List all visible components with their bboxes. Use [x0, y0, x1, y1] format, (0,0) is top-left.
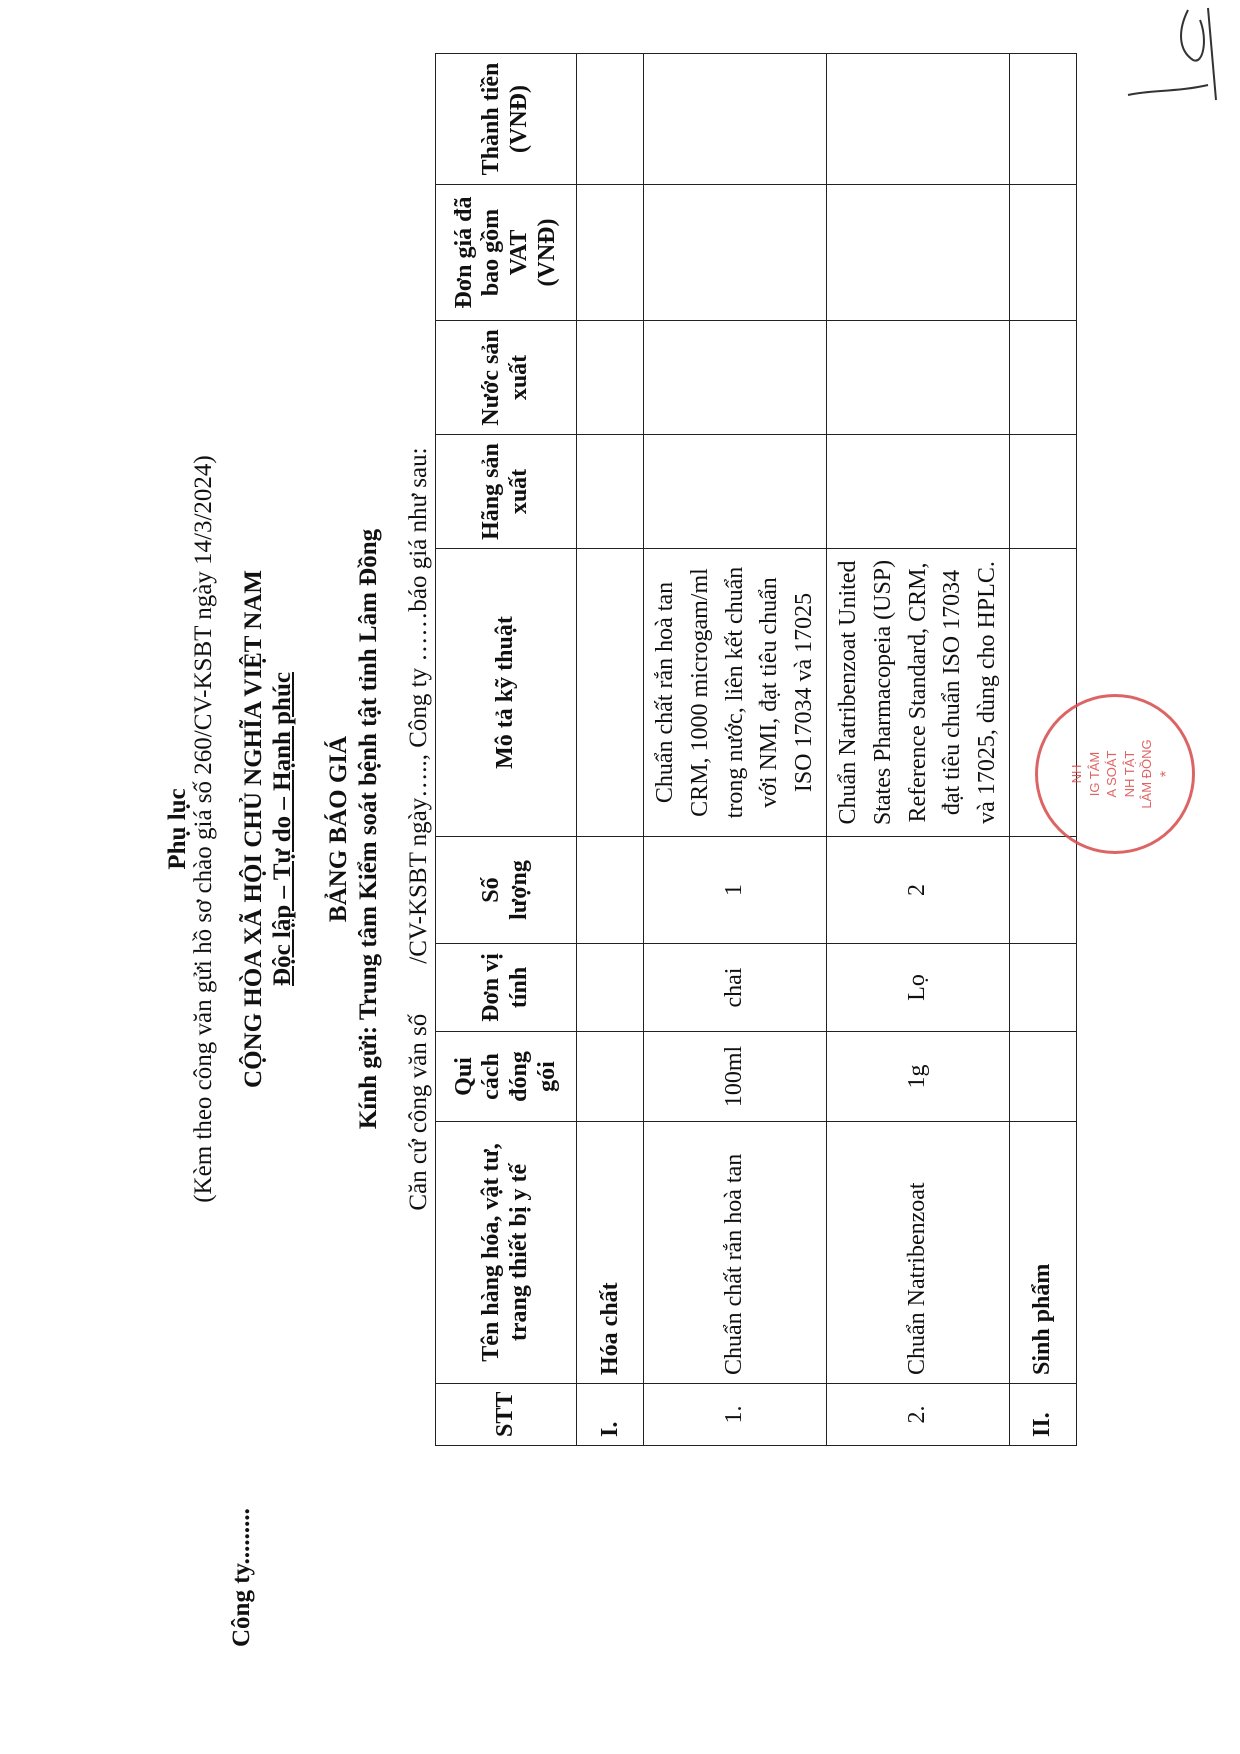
item-spec: Chuẩn Natribenzoat United States Pharmacopeia (USP) Reference Standard, CRM, đạt tiêu chuẩn ISO 17034 và 17025, dùng cho HPLC. — [826, 549, 1009, 837]
col-header-unit-price: Đơn giá đã bao gồm VAT (VNĐ) — [436, 185, 577, 321]
stamp-star: * — [1157, 770, 1175, 778]
col-header-unit: Đơn vị tính — [436, 944, 577, 1032]
empty-cell — [1009, 321, 1076, 435]
empty-cell — [1009, 1032, 1076, 1122]
attached-note: (Kèm theo công văn gửi hồ sơ chào giá số 260/CV-KSBT ngày 14/3/2024) — [190, 455, 217, 1203]
item-unit: Lọ — [826, 944, 1009, 1032]
item-unit: chai — [644, 944, 827, 1032]
empty-cell — [1009, 185, 1076, 321]
basis-line: Căn cứ công văn số /CV-KSBT ngày….., Công ty ……báo giá như sau: — [405, 447, 432, 1211]
table-row — [826, 54, 1009, 1446]
recipient-line: Kính gửi: Trung tâm Kiểm soát bệnh tật tỉnh Lâm Đồng — [355, 528, 382, 1130]
item-number: 2. — [826, 1384, 1009, 1446]
red-seal-stamp — [1035, 694, 1195, 854]
empty-cell — [577, 549, 644, 837]
col-header-quantity: Số lượng — [436, 837, 577, 944]
empty-cell — [577, 1032, 644, 1122]
empty-cell — [1009, 837, 1076, 944]
nation-name: CỘNG HÒA XÃ HỘI CHỦ NGHĨA VIỆT NAM — [240, 570, 267, 1088]
empty-cell — [577, 185, 644, 321]
document-title: BẢNG BÁO GIÁ — [325, 735, 352, 923]
item-total — [644, 54, 827, 185]
stamp-line: IG TÂM — [1086, 751, 1102, 797]
item-spec: Chuẩn chất rắn hoà tan CRM, 1000 microgam/ml trong nước, liên kết chuẩn với NMI, đạt tiêu chuẩn ISO 17034 và 17025 — [644, 549, 827, 837]
col-header-country: Nước sản xuất — [436, 321, 577, 435]
table-header-row — [436, 54, 577, 1446]
item-total — [826, 54, 1009, 185]
item-country — [644, 321, 827, 435]
table-row — [644, 54, 827, 1446]
quote-table — [435, 53, 1077, 1446]
motto-text: Độc lập – Tự do – Hạnh phúc — [269, 672, 296, 986]
empty-cell — [1009, 435, 1076, 549]
item-packaging: 1g — [826, 1032, 1009, 1122]
item-unit-price — [644, 185, 827, 321]
col-header-manufacturer: Hãng sản xuất — [436, 435, 577, 549]
stamp-line: NH TẬT — [1121, 750, 1137, 798]
empty-cell — [577, 321, 644, 435]
empty-cell — [577, 54, 644, 185]
section-title: Hóa chất — [577, 1122, 644, 1384]
col-header-packaging: Qui cách đóng gói — [436, 1032, 577, 1122]
section-number: II. — [1009, 1384, 1076, 1446]
item-manufacturer — [644, 435, 827, 549]
item-unit-price — [826, 185, 1009, 321]
empty-cell — [1009, 54, 1076, 185]
appendix-title: Phụ lục — [164, 788, 191, 870]
col-header-stt: STT — [436, 1384, 577, 1446]
empty-cell — [577, 944, 644, 1032]
section-title: Sinh phẩm — [1009, 1122, 1076, 1384]
item-manufacturer — [826, 435, 1009, 549]
item-packaging: 100ml — [644, 1032, 827, 1122]
company-name: Công ty......... — [228, 1508, 255, 1647]
stamp-line: A SOÁT — [1104, 750, 1120, 798]
empty-cell — [577, 837, 644, 944]
stamp-line: NH — [1069, 764, 1084, 784]
item-name: Chuẩn Natribenzoat — [826, 1122, 1009, 1384]
item-quantity: 1 — [644, 837, 827, 944]
item-country — [826, 321, 1009, 435]
col-header-total: Thành tiền (VNĐ) — [436, 54, 577, 185]
col-header-name: Tên hàng hóa, vật tư, trang thiết bị y tế — [436, 1122, 577, 1384]
empty-cell — [1009, 944, 1076, 1032]
item-name: Chuẩn chất rắn hoà tan — [644, 1122, 827, 1384]
section-row-chemicals — [577, 54, 644, 1446]
motto — [269, 164, 297, 1494]
col-header-spec: Mô tả kỹ thuật — [436, 549, 577, 837]
item-quantity: 2 — [826, 837, 1009, 944]
handwritten-signature — [1108, 0, 1228, 120]
section-number: I. — [577, 1384, 644, 1446]
empty-cell — [577, 435, 644, 549]
stamp-line: LÂM ĐỒNG — [1139, 739, 1155, 809]
item-number: 1. — [644, 1384, 827, 1446]
